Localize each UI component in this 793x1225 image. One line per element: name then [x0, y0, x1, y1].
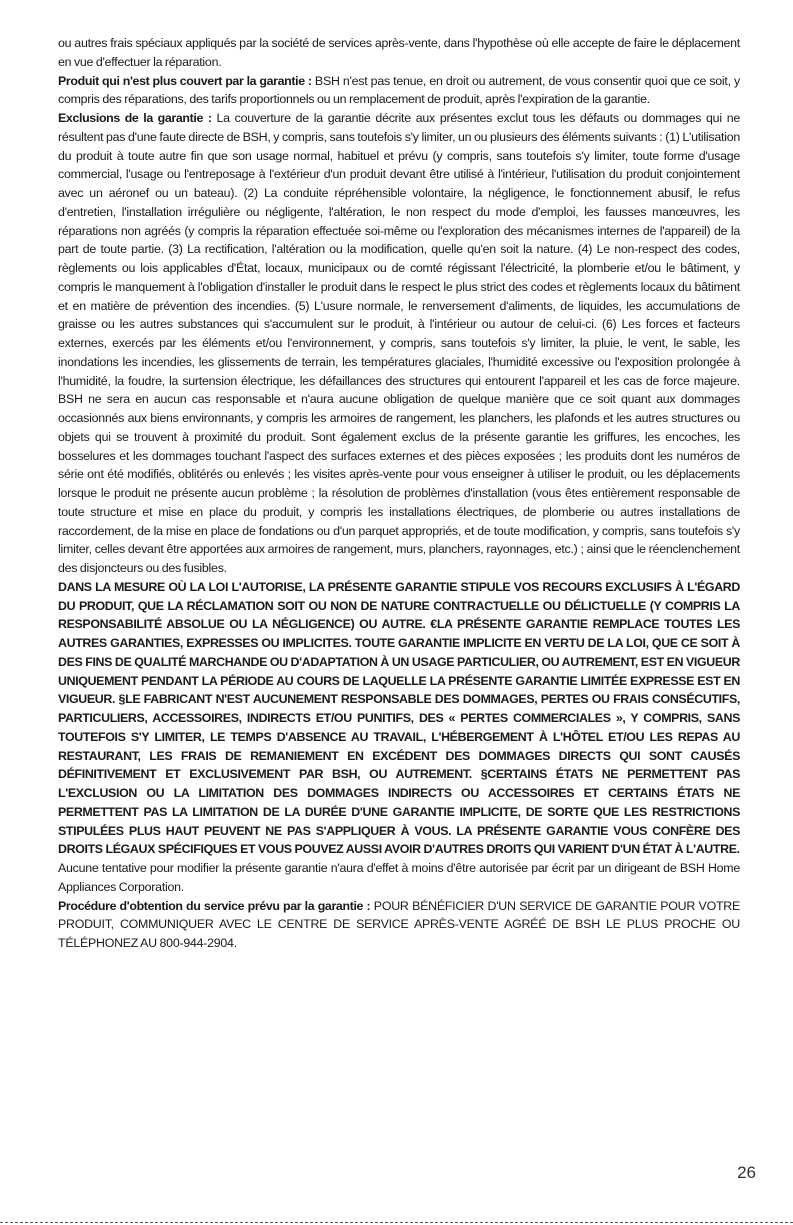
bottom-dashed-rule: [0, 1222, 793, 1223]
page-number: 26: [737, 1163, 756, 1182]
no-longer-covered-paragraph: [58, 72, 740, 110]
service-paragraph: [58, 897, 740, 953]
no-longer-covered-label: Produit qui n'est plus couvert par la garantie :: [58, 73, 312, 88]
modification-paragraph: Aucune tentative pour modifier la présente garantie n'aura d'effet à moins d'être autorisée par écrit par un dirigeant de BSH Home Appliances Corporation.: [58, 861, 740, 894]
exclusions-paragraph: [58, 109, 740, 578]
intro-paragraph: ou autres frais spéciaux appliqués par la société de services après-vente, dans l'hypothèse où elle accepte de faire le déplacement en vue d'effectuer la réparation.: [58, 36, 740, 69]
service-label: Procédure d'obtention du service prévu par la garantie :: [58, 898, 371, 913]
disclaimer-paragraph: DANS LA MESURE OÙ LA LOI L'AUTORISE, LA PRÉSENTE GARANTIE STIPULE VOS RECOURS EXCLUSIFS À L'ÉGARD DU PRODUIT, QUE LA RÉCLAMATION SOIT OU NON DE NATURE CONTRACTUELLE OU DÉLICTUELLE (Y COMPRIS LA RESPONSABILITÉ ABSOLUE OU LA NÉGLIGENCE) OU AUTRE. €LA PRÉSENTE GARANTIE REMPLACE TOUTES LES AUTRES GARANTIES, EXPRESSES OU IMPLICITES. TOUTE GARANTIE IMPLICITE EN VERTU DE LA LOI, QUE CE SOIT À DES FINS DE QUALITÉ MARCHANDE OU D'ADAPTATION À UN USAGE PARTICULIER, OU AUTREMENT, EST EN VIGUEUR UNIQUEMENT PENDANT LA PÉRIODE AU COURS DE LAQUELLE LA PRÉSENTE GARANTIE LIMITÉE EXPRESSE EST EN VIGUEUR. §LE FABRICANT N'EST AUCUNEMENT RESPONSABLE DES DOMMAGES, PERTES OU FRAIS CONSÉCUTIFS, PARTICULIERS, ACCESSOIRES, INDIRECTS ET/OU PUNITIFS, DES « PERTES COMMERCIALES », Y COMPRIS, SANS TOUTEFOIS S'Y LIMITER, LE TEMPS D'ABSENCE AU TRAVAIL, L'HÉBERGEMENT À L'HÔTEL ET/OU LES REPAS AU RESTAURANT, LES FRAIS DE REMANIEMENT EN EXCÉDENT DES DOMMAGES DIRECTS QUI SONT CAUSÉS DÉFINITIVEMENT ET EXCLUSIVEMENT PAR BSH, OU AUTREMENT. §CERTAINS ÉTATS NE PERMETTENT PAS L'EXCLUSION OU LA LIMITATION DES DOMMAGES INDIRECTS OU ACCESSOIRES ET CERTAINS ÉTATS NE PERMETTENT PAS LA LIMITATION DE LA DURÉE D'UNE GARANTIE IMPLICITE, DE SORTE QUE LES RESTRICTIONS STIPULÉES PLUS HAUT PEUVENT NE PAS S'APPLIQUER À VOUS. LA PRÉSENTE GARANTIE VOUS CONFÈRE DES DROITS LÉGAUX SPÉCIFIQUES ET VOUS POUVEZ AUSSI AVOIR D'AUTRES DROITS QUI VARIENT D'UN ÉTAT À L'AUTRE.: [58, 579, 740, 857]
service-text: POUR BÉNÉFICIER D'UN SERVICE DE GARANTIE POUR VOTRE PRODUIT, COMMUNIQUER AVEC LE CENTRE DE SERVICE APRÈS-VENTE AGRÉÉ DE BSH LE PLUS PROCHE OU TÉLÉPHONEZ AU 800-944-2904.: [58, 898, 740, 950]
exclusions-label: Exclusions de la garantie :: [58, 111, 212, 125]
no-longer-covered-text: BSH n'est pas tenue, en droit ou autrement, de vous consentir quoi que ce soit, y compris des réparations, des tarifs proportionnels ou un remplacement de produit, après l'expiration de la garantie.: [58, 73, 740, 107]
warranty-text-body: [58, 34, 740, 953]
exclusions-text: La couverture de la garantie décrite aux présentes exclut tous les défauts ou dommages qui ne résultent pas d'une faute directe de BSH, y compris, sans toutefois s'y limiter, un ou plusieurs des éléments suivants : (1) L'utilisation du produit à toute autre fin que son usage normal, habituel et prévu (y compris, sans toutefois s'y limiter, toute forme d'usage commercial, l'usage ou l'entreposage à l'extérieur d'un produit devant être utilisé à l'intérieur, l'utilisation du produit conjointement avec un aéronef ou un bateau). (2) La conduite répréhensible volontaire, la négligence, le fonctionnement abusif, le refus d'entretien, l'installation irrégulière ou négligente, l'altération, le non respect du mode d'emploi, les fausses manœuvres, les réparations non agréés (y compris la réparation effectuée soi-même ou l'exploration des mécanismes internes de l'appareil) de la part de toute partie. (3) La rectification, l'altération ou la modification, quelle qu'en soit la nature. (4) Le non-respect des codes, règlements ou lois applicables d'État, locaux, municipaux ou de comté régissant l'électricité, la plomberie et/ou le bâtiment, y compris le manquement à l'obligation d'installer le produit dans le respect le plus strict des codes et règlements locaux du bâtiment et en matière de prévention des incendies. (5) L'usure normale, le renversement d'aliments, de liquides, les accumulations de graisse ou les autres substances qui s'accumulent sur le produit, à l'intérieur ou autour de celui-ci. (6) Les forces et facteurs externes, exercés par les éléments et/ou l'environnement, y compris, sans toutefois s'y limiter, la pluie, le vent, le sable, les inondations les incendies, les glissements de terrain, les températures glaciales, l'humidité excessive ou l'exposition prolongée à l'humidité, la foudre, la surtension électrique, les défaillances des structures qui entourent l'appareil et les cas de force majeure. BSH ne sera en aucun cas responsable et n'aura aucune obligation de quelque manière que ce soit quant aux dommages occasionnés aux biens environnants, y compris les armoires de rangement, les planchers, les plafonds et les autres structures ou objets qui se trouvent à proximité du produit. Sont également exclus de la présente garantie les griffures, les encoches, les bosselures et les dommages touchant l'aspect des surfaces externes et des pièces exposées ; les produits dont les numéros de série ont été modifiés, oblitérés ou enlevés ; les visites après-vente pour vous enseigner à utiliser le produit, ou les déplacements lorsque le produit ne présente aucun problème ; la résolution de problèmes d'installation (vous êtes entièrement responsable de toute structure et mise en place du produit, y compris les installations électriques, de plomberie ou autres installations de raccordement, de la mise en place de fondations ou d'un parquet appropriés, et de toute modification, y compris, sans toutefois s'y limiter, celles devant être apportées aux armoires de rangement, murs, planchers, rayonnages, etc.) ; ainsi que le réenclenchement des disjoncteurs ou des fusibles.: [58, 111, 740, 575]
